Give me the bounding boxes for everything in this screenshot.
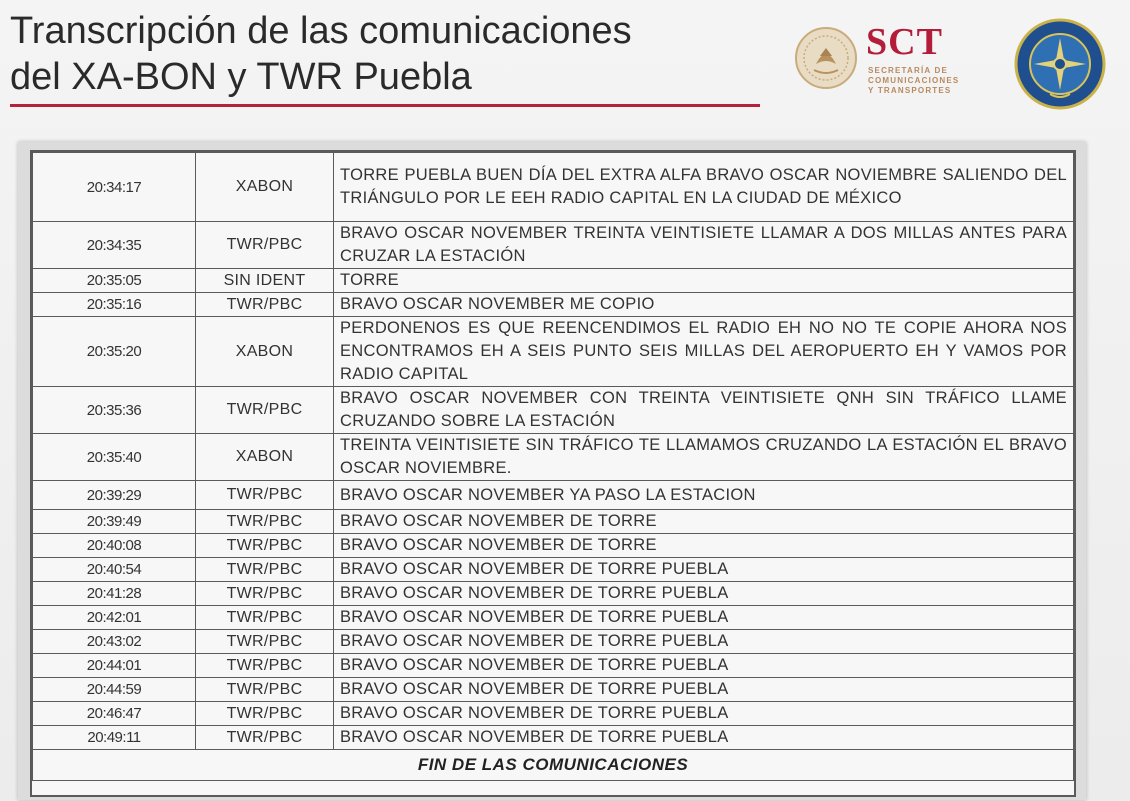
ident-cell: TWR/PBC xyxy=(196,481,334,510)
ident-cell: TWR/PBC xyxy=(196,702,334,726)
message-cell: BRAVO OSCAR NOVEMBER DE TORRE PUEBLA xyxy=(334,678,1074,702)
time-cell: 20:34:35 xyxy=(33,222,196,269)
mexico-seal-icon xyxy=(794,26,858,90)
title-line-1: Transcripción de las comunicaciones xyxy=(10,10,632,52)
table-row xyxy=(33,222,1074,269)
table-row xyxy=(33,558,1074,582)
ident-cell: TWR/PBC xyxy=(196,678,334,702)
transcript-table xyxy=(32,152,1074,781)
table-row xyxy=(33,317,1074,387)
ident-cell: TWR/PBC xyxy=(196,387,334,434)
ident-cell: SIN IDENT xyxy=(196,269,334,293)
table-row xyxy=(33,678,1074,702)
message-cell: PERDONENOS ES QUE REENCENDIMOS EL RADIO EH NO NO TE COPIE AHORA NOS ENCONTRAMOS EH A SEIS PUNTO SEIS MILLAS DEL AEROPUERTO EH Y VAMOS POR RADIO CAPITAL xyxy=(334,317,1074,387)
table-row xyxy=(33,582,1074,606)
page-title xyxy=(10,8,770,100)
ident-cell: TWR/PBC xyxy=(196,558,334,582)
sct-logo xyxy=(866,22,996,96)
message-cell: TORRE PUEBLA BUEN DÍA DEL EXTRA ALFA BRAVO OSCAR NOVIEMBRE SALIENDO DEL TRIÁNGULO POR LE EEH RADIO CAPITAL EN LA CIUDAD DE MÉXICO xyxy=(334,153,1074,222)
time-cell: 20:35:20 xyxy=(33,317,196,387)
time-cell: 20:41:28 xyxy=(33,582,196,606)
table-row xyxy=(33,387,1074,434)
table-row xyxy=(33,702,1074,726)
time-cell: 20:42:01 xyxy=(33,606,196,630)
sct-logo-text: SCT xyxy=(866,21,943,63)
time-cell: 20:44:01 xyxy=(33,654,196,678)
table-footer-row xyxy=(33,750,1074,781)
message-cell: BRAVO OSCAR NOVEMBER DE TORRE PUEBLA xyxy=(334,702,1074,726)
ident-cell: TWR/PBC xyxy=(196,534,334,558)
message-cell: BRAVO OSCAR NOVEMBER DE TORRE xyxy=(334,534,1074,558)
sct-logo-subtitle xyxy=(868,66,996,96)
message-cell: BRAVO OSCAR NOVEMBER DE TORRE PUEBLA xyxy=(334,654,1074,678)
time-cell: 20:35:40 xyxy=(33,434,196,481)
ident-cell: TWR/PBC xyxy=(196,510,334,534)
sct-sub-line-3: Y TRANSPORTES xyxy=(868,86,952,95)
message-cell: BRAVO OSCAR NOVEMBER CON TREINTA VEINTISIETE QNH SIN TRÁFICO LLAME CRUZANDO SOBRE LA ESTACIÓN xyxy=(334,387,1074,434)
message-cell: BRAVO OSCAR NOVEMBER YA PASO LA ESTACION xyxy=(334,481,1074,510)
transcript-sheet xyxy=(18,142,1086,800)
time-cell: 20:46:47 xyxy=(33,702,196,726)
table-row xyxy=(33,630,1074,654)
ident-cell: TWR/PBC xyxy=(196,582,334,606)
table-row xyxy=(33,269,1074,293)
time-cell: 20:35:16 xyxy=(33,293,196,317)
ident-cell: XABON xyxy=(196,434,334,481)
message-cell: BRAVO OSCAR NOVEMBER TREINTA VEINTISIETE LLAMAR A DOS MILLAS ANTES PARA CRUZAR LA ESTACIÓN xyxy=(334,222,1074,269)
ident-cell: TWR/PBC xyxy=(196,606,334,630)
ident-cell: TWR/PBC xyxy=(196,726,334,750)
message-cell: BRAVO OSCAR NOVEMBER DE TORRE xyxy=(334,510,1074,534)
message-cell: BRAVO OSCAR NOVEMBER DE TORRE PUEBLA xyxy=(334,630,1074,654)
table-row xyxy=(33,726,1074,750)
sct-sub-line-2: COMUNICACIONES xyxy=(868,76,960,85)
sct-sub-line-1: SECRETARÍA DE xyxy=(868,66,949,75)
table-row xyxy=(33,510,1074,534)
ident-cell: TWR/PBC xyxy=(196,630,334,654)
time-cell: 20:35:05 xyxy=(33,269,196,293)
table-row xyxy=(33,293,1074,317)
message-cell: BRAVO OSCAR NOVEMBER DE TORRE PUEBLA xyxy=(334,582,1074,606)
ident-cell: TWR/PBC xyxy=(196,222,334,269)
table-row xyxy=(33,654,1074,678)
ident-cell: TWR/PBC xyxy=(196,293,334,317)
message-cell: TREINTA VEINTISIETE SIN TRÁFICO TE LLAMAMOS CRUZANDO LA ESTACIÓN EL BRAVO OSCAR NOVIEMBRE. xyxy=(334,434,1074,481)
table-row xyxy=(33,481,1074,510)
title-underline xyxy=(10,104,760,107)
message-cell: BRAVO OSCAR NOVEMBER DE TORRE PUEBLA xyxy=(334,606,1074,630)
ident-cell: TWR/PBC xyxy=(196,654,334,678)
message-cell: BRAVO OSCAR NOVEMBER ME COPIO xyxy=(334,293,1074,317)
table-row xyxy=(33,153,1074,222)
message-cell: BRAVO OSCAR NOVEMBER DE TORRE PUEBLA xyxy=(334,726,1074,750)
table-row xyxy=(33,434,1074,481)
time-cell: 20:39:29 xyxy=(33,481,196,510)
table-row xyxy=(33,534,1074,558)
time-cell: 20:44:59 xyxy=(33,678,196,702)
ident-cell: XABON xyxy=(196,153,334,222)
time-cell: 20:40:54 xyxy=(33,558,196,582)
title-line-2: del XA-BON y TWR Puebla xyxy=(10,56,472,98)
time-cell: 20:39:49 xyxy=(33,510,196,534)
time-cell: 20:49:11 xyxy=(33,726,196,750)
table-row xyxy=(33,606,1074,630)
time-cell: 20:40:08 xyxy=(33,534,196,558)
transcript-table-frame xyxy=(30,150,1076,797)
message-cell: BRAVO OSCAR NOVEMBER DE TORRE PUEBLA xyxy=(334,558,1074,582)
aviation-badge-icon xyxy=(1014,18,1106,110)
message-cell: TORRE xyxy=(334,269,1074,293)
time-cell: 20:34:17 xyxy=(33,153,196,222)
ident-cell: XABON xyxy=(196,317,334,387)
time-cell: 20:35:36 xyxy=(33,387,196,434)
time-cell: 20:43:02 xyxy=(33,630,196,654)
end-of-communications: FIN DE LAS COMUNICACIONES xyxy=(33,750,1074,781)
